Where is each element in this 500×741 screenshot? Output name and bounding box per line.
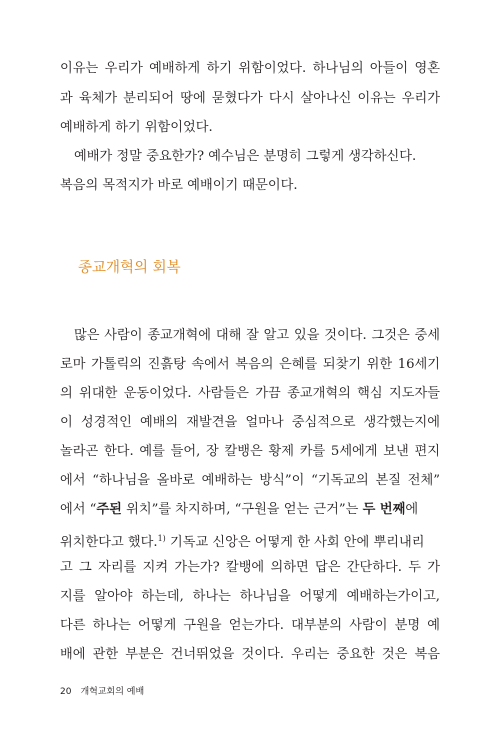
paragraph-line: 놀라곤 한다. 예를 들어, 장 칼뱅은 황제 카를 5세에게 보낸 편지 [60,444,440,459]
paragraph-line: 에서 “하나님을 올바로 예배하는 방식”이 “기독교의 본질 전체” [60,473,440,488]
footnote-marker[interactable]: 1) [157,534,166,543]
paragraph-line: 많은 사람이 종교개혁에 대해 잘 알고 있을 것이다. 그것은 중세 [74,328,440,343]
paragraph-line: 의 위대한 운동이었다. 사람들은 가끔 종교개혁의 핵심 지도자들 [60,386,440,401]
paragraph-line: 과 육체가 분리되어 땅에 묻혔다가 다시 살아나신 이유는 우리가 [60,91,440,106]
page-number: 20 [60,687,72,697]
bold-text: 주된 [96,502,122,517]
paragraph-line-footnote [60,530,440,552]
text-run: 위치한다고 했다. [60,535,158,550]
paragraph-line-emphasis [60,501,440,519]
paragraph-line: 지를 알아야 하는데, 하나는 하나님을 어떻게 예배하는가이고, [60,589,440,604]
bold-text: 두 번째 [362,502,406,517]
paragraph-line: 배에 관한 부분은 건너뛰었을 것이다. 우리는 중요한 것은 복음 [60,647,440,662]
paragraph-line: 예배가 정말 중요한가? 예수님은 분명히 그렇게 생각하신다. [74,149,417,164]
page-footer [60,686,144,698]
text-run: 기독교 신앙은 어떻게 한 사회 안에 뿌리내리 [165,535,425,550]
paragraph-line: 이유는 우리가 예배하게 하기 위함이었다. 하나님의 아들이 영혼 [60,61,440,76]
text-run: 위치”를 차지하며, “구원을 얻는 근거”는 [121,502,363,517]
paragraph-line: 로마 가톨릭의 진흙탕 속에서 복음의 은혜를 되찾기 위한 16세기 [60,357,440,372]
book-title: 개혁교회의 예배 [80,687,145,697]
section-heading: 종교개혁의 회복 [78,260,181,276]
paragraph-line: 복음의 목적지가 바로 예배이기 때문이다. [60,178,298,193]
paragraph-line: 고 그 자리를 지켜 가는가? 칼뱅에 의하면 답은 간단하다. 두 가 [60,560,440,575]
text-run: 에서 “ [60,502,97,517]
text-run: 에 [405,502,419,517]
paragraph-line: 다른 하나는 어떻게 구원을 얻는가다. 대부분의 사람이 분명 예 [60,618,440,633]
paragraph-line: 예배하게 하기 위함이었다. [60,120,213,135]
paragraph-line: 이 성경적인 예배의 재발견을 얼마나 중심적으로 생각했는지에 [60,415,440,430]
